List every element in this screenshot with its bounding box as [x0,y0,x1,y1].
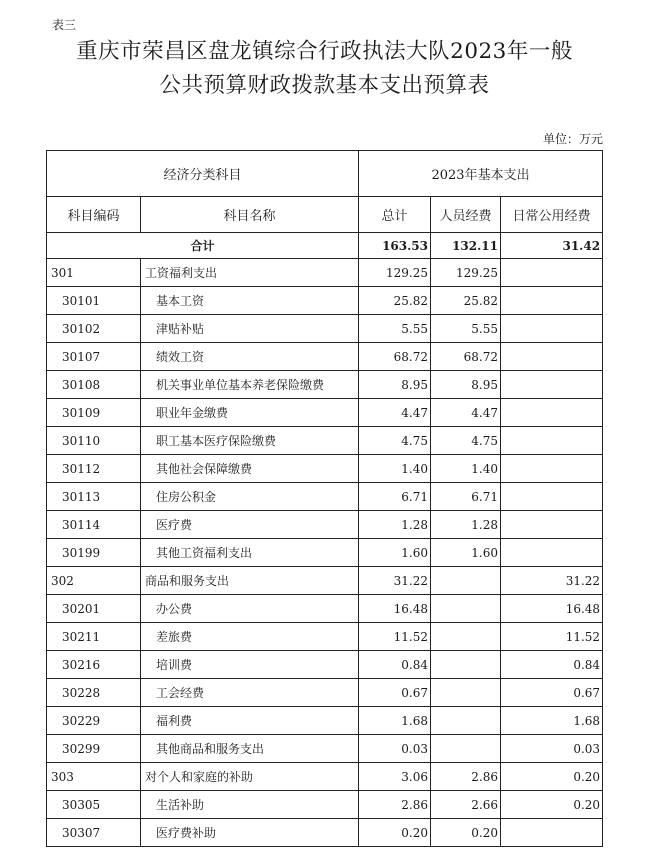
row-public [501,343,603,371]
table-row [47,735,603,763]
row-code: 301 [47,259,141,287]
row-public [501,511,603,539]
row-total: 1.40 [359,455,431,483]
row-public: 0.67 [501,679,603,707]
table-row [47,595,603,623]
row-code: 30102 [47,315,141,343]
row-total: 16.48 [359,595,431,623]
row-public: 31.22 [501,567,603,595]
row-total: 4.75 [359,427,431,455]
total-label: 合计 [47,233,359,259]
table-row [47,287,603,315]
row-public: 1.68 [501,707,603,735]
row-name: 培训费 [141,651,359,679]
row-public: 0.84 [501,651,603,679]
page-title-line-1: 重庆市荣昌区盘龙镇综合行政执法大队2023年一般 [76,39,573,64]
table-label: 表三 [52,18,77,32]
row-name: 福利费 [141,707,359,735]
group-header-row [47,151,603,197]
row-name: 其他工资福利支出 [141,539,359,567]
row-code: 30110 [47,427,141,455]
row-total: 0.20 [359,819,431,847]
table-row [47,623,603,651]
total-personnel: 132.11 [431,233,501,259]
row-total: 1.28 [359,511,431,539]
row-public [501,399,603,427]
row-personnel: 25.82 [431,287,501,315]
row-total: 31.22 [359,567,431,595]
row-name: 基本工资 [141,287,359,315]
row-code: 302 [47,567,141,595]
row-personnel: 5.55 [431,315,501,343]
row-code: 30108 [47,371,141,399]
column-header-code: 科目编码 [47,197,141,233]
row-personnel: 0.20 [431,819,501,847]
row-personnel: 1.40 [431,455,501,483]
row-name: 其他社会保障缴费 [141,455,359,483]
row-total: 0.03 [359,735,431,763]
row-public: 0.03 [501,735,603,763]
unit-label: 单位：万元 [542,132,603,146]
row-total: 0.84 [359,651,431,679]
row-code: 30307 [47,819,141,847]
row-code: 30228 [47,679,141,707]
table-row [47,371,603,399]
row-public: 0.20 [501,763,603,791]
row-public [501,371,603,399]
row-public [501,315,603,343]
row-total: 5.55 [359,315,431,343]
column-header-name: 科目名称 [141,197,359,233]
column-header-total: 总计 [359,197,431,233]
table-row [47,259,603,287]
row-code: 303 [47,763,141,791]
row-total: 6.71 [359,483,431,511]
row-code: 30107 [47,343,141,371]
budget-table [46,150,603,847]
row-total: 8.95 [359,371,431,399]
row-name: 差旅费 [141,623,359,651]
page-title-line-2: 公共预算财政拨款基本支出预算表 [159,73,490,98]
row-public [501,259,603,287]
row-name: 职工基本医疗保险缴费 [141,427,359,455]
row-name: 住房公积金 [141,483,359,511]
table-row [47,455,603,483]
row-code: 30299 [47,735,141,763]
row-public [501,427,603,455]
row-name: 津贴补贴 [141,315,359,343]
table-row [47,791,603,819]
row-name: 职业年金缴费 [141,399,359,427]
row-code: 30229 [47,707,141,735]
table-row [47,679,603,707]
table-row [47,343,603,371]
table-row [47,483,603,511]
row-personnel: 8.95 [431,371,501,399]
row-personnel: 1.28 [431,511,501,539]
row-public: 11.52 [501,623,603,651]
row-total: 129.25 [359,259,431,287]
table-row [47,399,603,427]
row-personnel: 68.72 [431,343,501,371]
row-name: 绩效工资 [141,343,359,371]
row-code: 30201 [47,595,141,623]
table-row [47,511,603,539]
row-personnel [431,595,501,623]
row-public: 16.48 [501,595,603,623]
table-row [47,427,603,455]
row-name: 工会经费 [141,679,359,707]
row-total: 11.52 [359,623,431,651]
table-row [47,763,603,791]
group-header-basic: 2023年基本支出 [359,151,603,197]
row-name: 生活补助 [141,791,359,819]
row-name: 其他商品和服务支出 [141,735,359,763]
row-code: 30112 [47,455,141,483]
total-total: 163.53 [359,233,431,259]
row-public [501,819,603,847]
row-personnel [431,567,501,595]
row-code: 30216 [47,651,141,679]
row-total: 1.68 [359,707,431,735]
column-header-row [47,197,603,233]
table-row [47,539,603,567]
row-name: 办公费 [141,595,359,623]
row-personnel: 6.71 [431,483,501,511]
row-name: 医疗费 [141,511,359,539]
row-personnel [431,623,501,651]
row-code: 30305 [47,791,141,819]
row-code: 30211 [47,623,141,651]
row-personnel: 1.60 [431,539,501,567]
row-name: 对个人和家庭的补助 [141,763,359,791]
row-public [501,455,603,483]
row-personnel: 4.47 [431,399,501,427]
row-total: 1.60 [359,539,431,567]
row-personnel [431,707,501,735]
row-name: 机关事业单位基本养老保险缴费 [141,371,359,399]
row-public [501,483,603,511]
row-public: 0.20 [501,791,603,819]
total-public: 31.42 [501,233,603,259]
table-row [47,651,603,679]
row-public [501,287,603,315]
row-name: 工资福利支出 [141,259,359,287]
row-total: 25.82 [359,287,431,315]
row-personnel: 2.86 [431,763,501,791]
row-personnel: 129.25 [431,259,501,287]
row-code: 30113 [47,483,141,511]
row-personnel: 4.75 [431,427,501,455]
row-code: 30109 [47,399,141,427]
row-personnel [431,651,501,679]
row-name: 医疗费补助 [141,819,359,847]
row-public [501,539,603,567]
row-total: 4.47 [359,399,431,427]
row-name: 商品和服务支出 [141,567,359,595]
table-row [47,819,603,847]
row-personnel: 2.66 [431,791,501,819]
row-total: 2.86 [359,791,431,819]
column-header-public: 日常公用经费 [501,197,603,233]
row-personnel [431,679,501,707]
table-row [47,567,603,595]
column-header-personnel: 人员经费 [431,197,501,233]
row-code: 30199 [47,539,141,567]
row-total: 3.06 [359,763,431,791]
table-row [47,707,603,735]
row-code: 30101 [47,287,141,315]
total-row [47,233,603,259]
row-total: 68.72 [359,343,431,371]
group-header-economic: 经济分类科目 [47,151,359,197]
row-personnel [431,735,501,763]
table-row [47,315,603,343]
row-total: 0.67 [359,679,431,707]
row-code: 30114 [47,511,141,539]
